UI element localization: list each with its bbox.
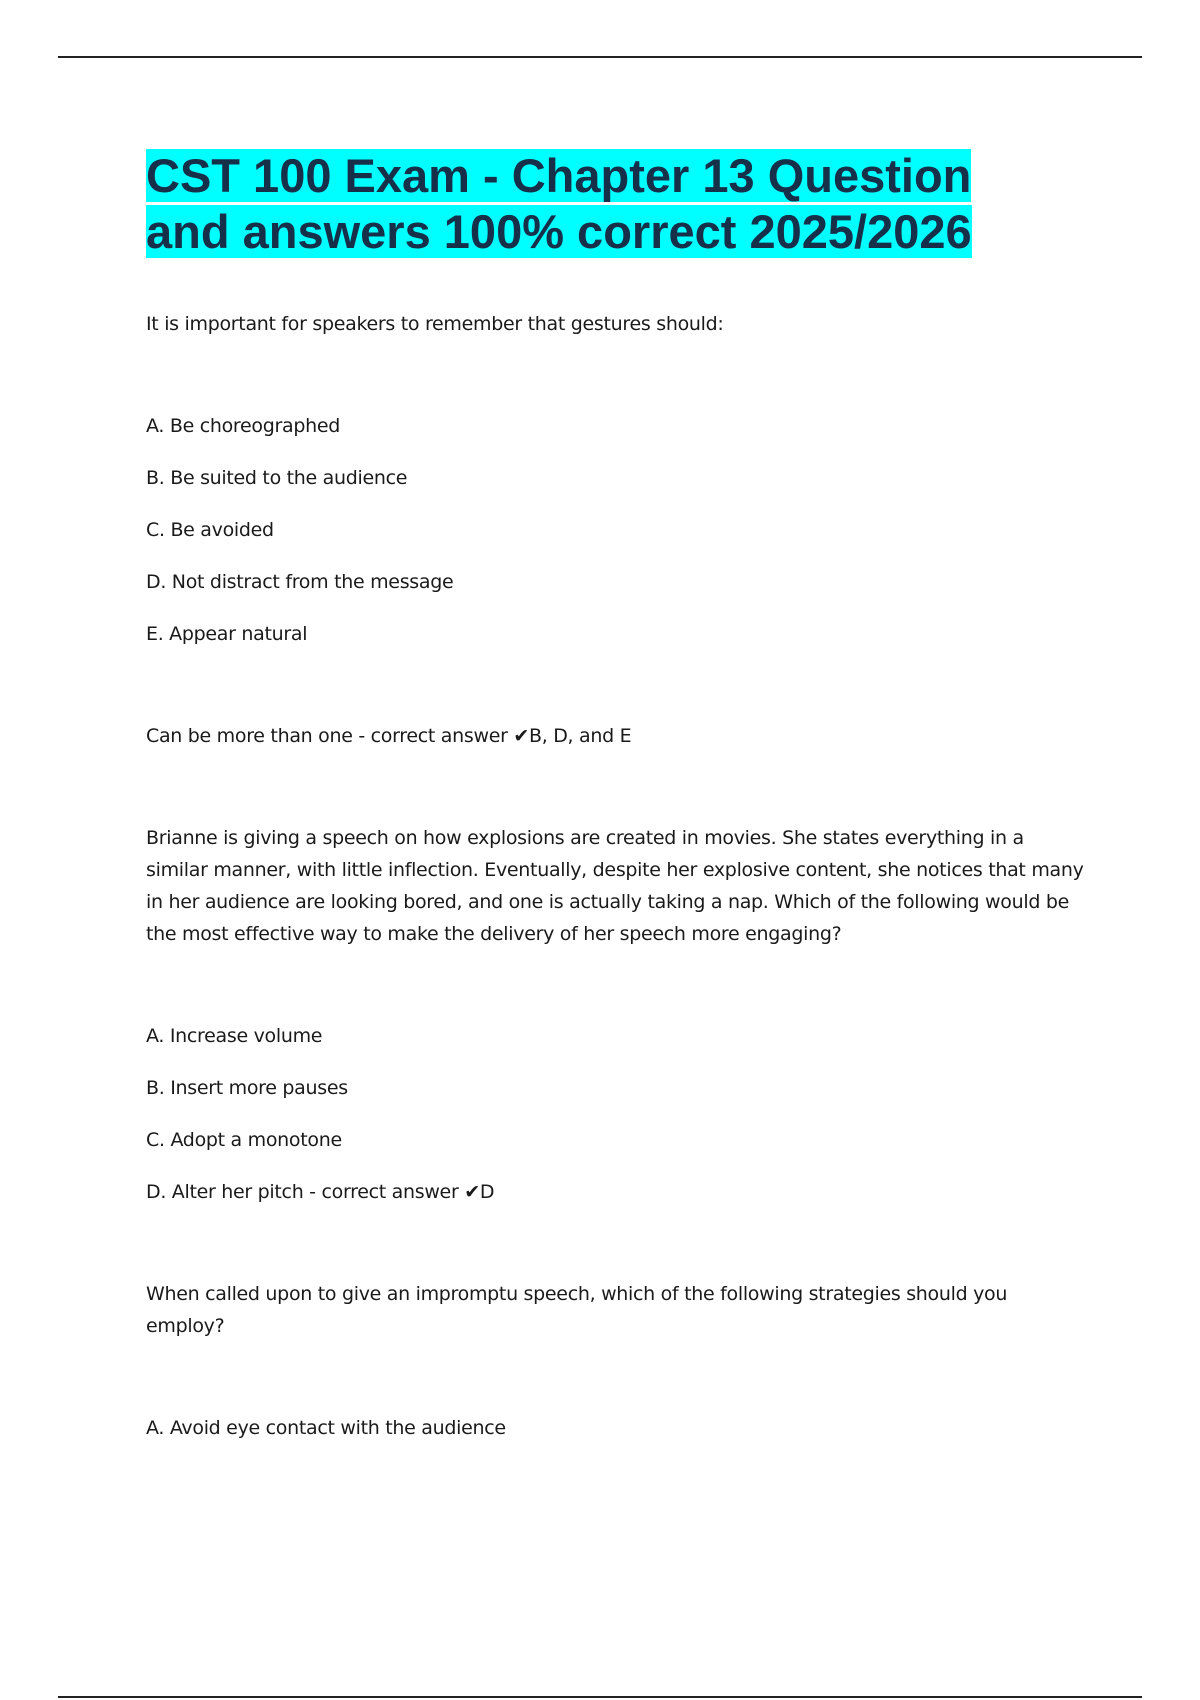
question-2-option-a: A. Increase volume — [146, 1025, 323, 1047]
question-2-prompt: Brianne is giving a speech on how explosions are created in movies. She states everything in a similar manner, with little inflection. Eventually, despite her explosive content, she notices that many in her audience are looking bored, and one is actually taking a nap. Which of the following would be the most effective way to make the delivery of her speech more engaging? — [146, 827, 1084, 945]
question-1-option-a: A. Be choreographed — [146, 415, 340, 437]
document-body — [146, 148, 1086, 1444]
question-3-option-a: A. Avoid eye contact with the audience — [146, 1417, 506, 1439]
question-1-option-e: E. Appear natural — [146, 623, 308, 645]
question-2-option-b: B. Insert more pauses — [146, 1077, 348, 1099]
bottom-rule — [58, 1696, 1142, 1698]
question-2-option-c: C. Adopt a monotone — [146, 1129, 342, 1151]
question-3-prompt: When called upon to give an impromptu speech, which of the following strategies should you employ? — [146, 1283, 1008, 1337]
question-1-option-b: B. Be suited to the audience — [146, 467, 408, 489]
question-2-option-d-answer: D. Alter her pitch - correct answer ✔D — [146, 1181, 495, 1203]
question-1-answer: Can be more than one - correct answer ✔B, D, and E — [146, 725, 632, 747]
question-1-option-c: C. Be avoided — [146, 519, 274, 541]
title-line-2: and answers 100% correct 2025/2026 — [146, 205, 972, 258]
question-1-prompt: It is important for speakers to remember that gestures should: — [146, 313, 724, 335]
top-rule — [58, 56, 1142, 58]
question-1-option-d: D. Not distract from the message — [146, 571, 454, 593]
title-line-1: CST 100 Exam - Chapter 13 Question — [146, 149, 972, 202]
document-title — [146, 148, 1086, 260]
